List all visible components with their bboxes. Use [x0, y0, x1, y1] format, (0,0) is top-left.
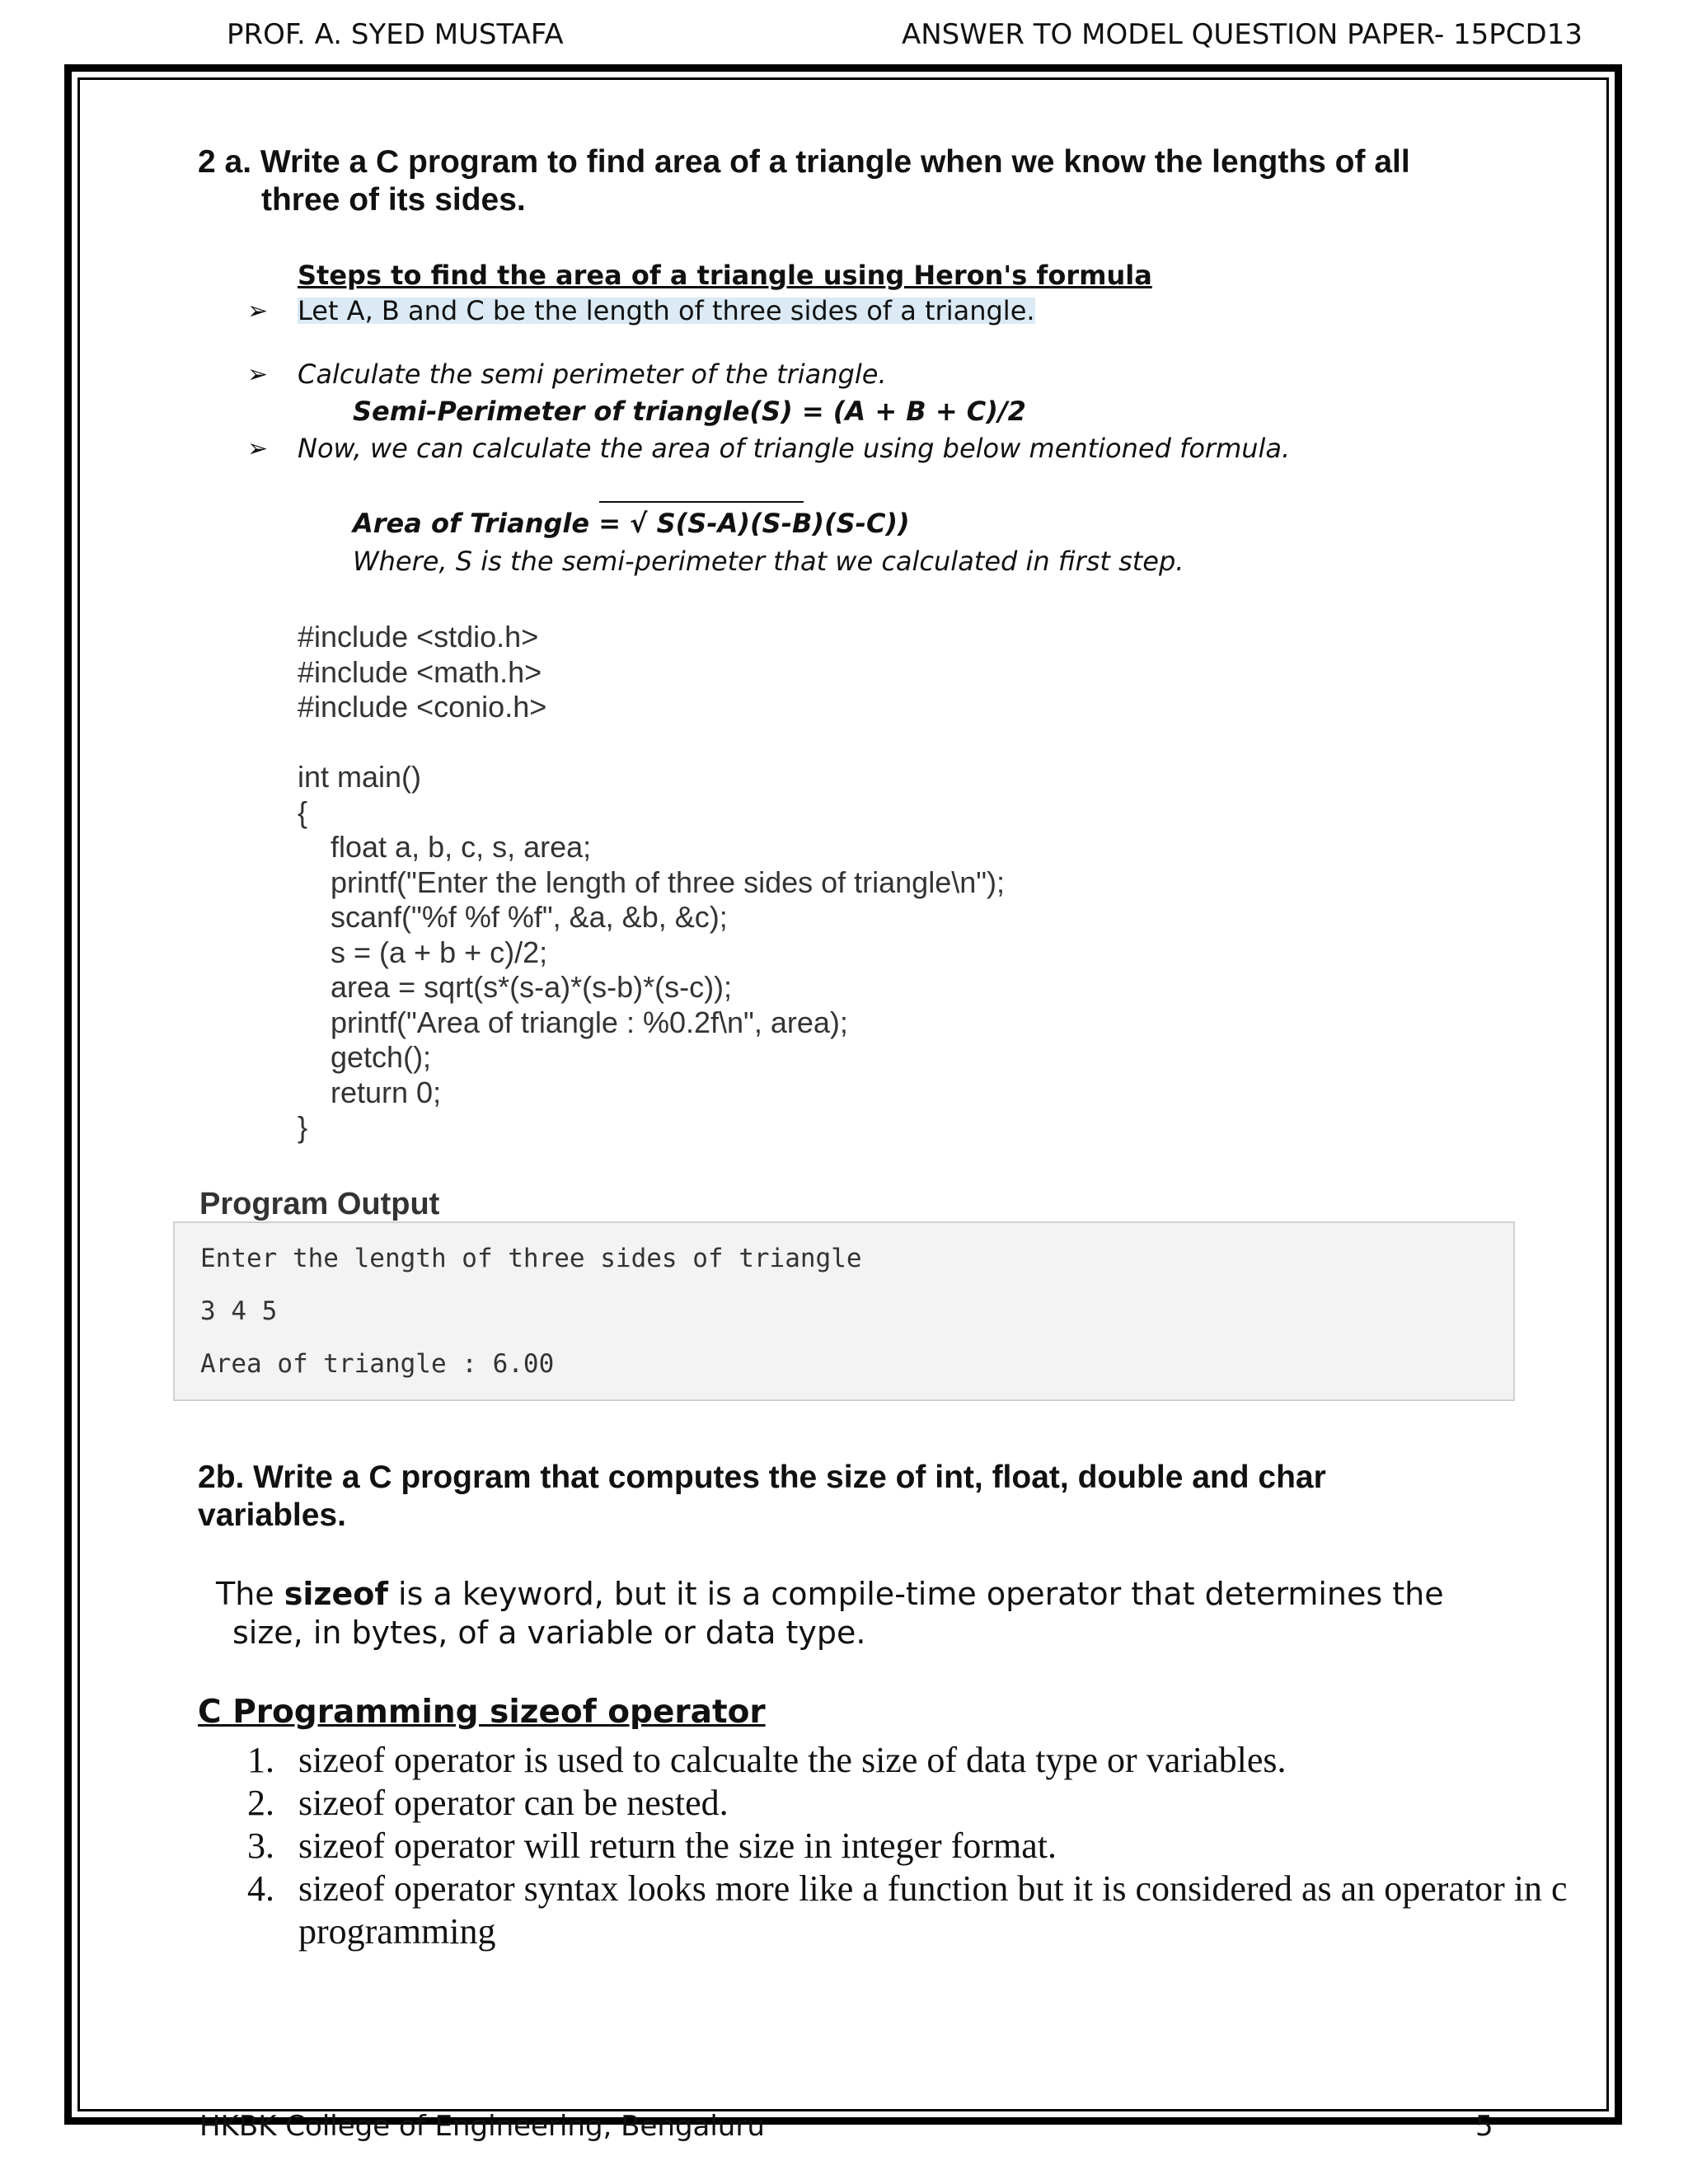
area-formula: Area of Triangle = √ S(S-A)(S-B)(S-C))	[353, 508, 910, 539]
sizeof-para-prefix: The	[216, 1576, 284, 1612]
list-item-number: 2.	[247, 1783, 274, 1823]
header-author: PROF. A. SYED MUSTAFA	[227, 18, 564, 51]
square-root-overline	[599, 501, 804, 503]
sizeof-description	[216, 1575, 1568, 1652]
bullet-arrow-3: ➢	[247, 434, 269, 463]
sizeof-para-rest: is a keyword, but it is a compile-time operator that determines the	[387, 1576, 1444, 1612]
question-2a-title-line1: 2 a. Write a C program to find area of a triangle when we know the lengths of all	[198, 144, 1410, 180]
semi-perimeter-formula: Semi-Perimeter of triangle(S) = (A + B + C)/2	[353, 396, 1026, 427]
bullet-arrow-2: ➢	[247, 360, 269, 389]
steps-heading: Steps to find the area of a triangle using Heron's formula	[298, 260, 1152, 291]
bullet-arrow-1: ➢	[247, 297, 269, 326]
question-2b-title-line2: variables.	[198, 1497, 346, 1533]
list-item-number: 3.	[247, 1825, 274, 1866]
list-item-number: 4.	[247, 1868, 274, 1909]
semi-perimeter-note: Where, S is the semi-perimeter that we calculated in first step.	[353, 546, 1184, 577]
list-item-text: sizeof operator syntax looks more like a function but it is considered as an operator in c programming	[298, 1868, 1568, 1952]
step-1-text: Let A, B and C be the length of three sides of a triangle.	[298, 295, 1035, 326]
list-item	[198, 1739, 1599, 1782]
header-document-title: ANSWER TO MODEL QUESTION PAPER- 15PCD13	[901, 18, 1582, 51]
list-item	[198, 1782, 1599, 1825]
question-2a-title-line2: three of its sides.	[261, 182, 526, 218]
footer-page-number: 5	[1475, 2110, 1493, 2143]
footer-institution: HKBK College of Engineering, Bengaluru	[199, 2110, 765, 2143]
list-item-text: sizeof operator can be nested.	[298, 1783, 729, 1823]
list-item	[198, 1825, 1599, 1868]
sizeof-points-list	[198, 1739, 1599, 1953]
question-2b-title-line1: 2b. Write a C program that computes the size of int, float, double and char	[198, 1460, 1326, 1495]
c-code-triangle-area: #include <stdio.h> #include <math.h> #include <conio.h> int main() { float a, b, c, s, area; printf("Enter the length of three sides of triangle\n"); scanf("%f %f %f", &a, &b, &c); s = (a + b + c)/2; area = sqrt(s*(s-a)*(s-b)*(s-c)); printf("Area of triangle : %0.2f\n", area); getch(); return 0; }	[298, 620, 1006, 1144]
output-line-1: Enter the length of three sides of triangle	[200, 1244, 862, 1273]
list-item-number: 1.	[247, 1740, 274, 1780]
sizeof-keyword: sizeof	[284, 1576, 388, 1612]
step-3-text: Now, we can calculate the area of triangle using below mentioned formula.	[298, 433, 1291, 464]
sizeof-para-line2: size, in bytes, of a variable or data type.	[232, 1615, 866, 1651]
list-item-text: sizeof operator will return the size in integer format.	[298, 1825, 1057, 1866]
question-2b-heading	[198, 1459, 1566, 1535]
output-line-3: Area of triangle : 6.00	[200, 1349, 555, 1379]
list-item	[198, 1868, 1599, 1953]
question-2a-heading	[198, 143, 1550, 219]
list-item-text: sizeof operator is used to calcualte the size of data type or variables.	[298, 1740, 1287, 1780]
step-2-text: Calculate the semi perimeter of the triangle.	[298, 359, 887, 390]
output-line-2: 3 4 5	[200, 1296, 278, 1326]
program-output-heading: Program Output	[199, 1187, 440, 1221]
sizeof-section-title: C Programming sizeof operator	[198, 1694, 766, 1731]
program-output-box	[173, 1221, 1515, 1401]
